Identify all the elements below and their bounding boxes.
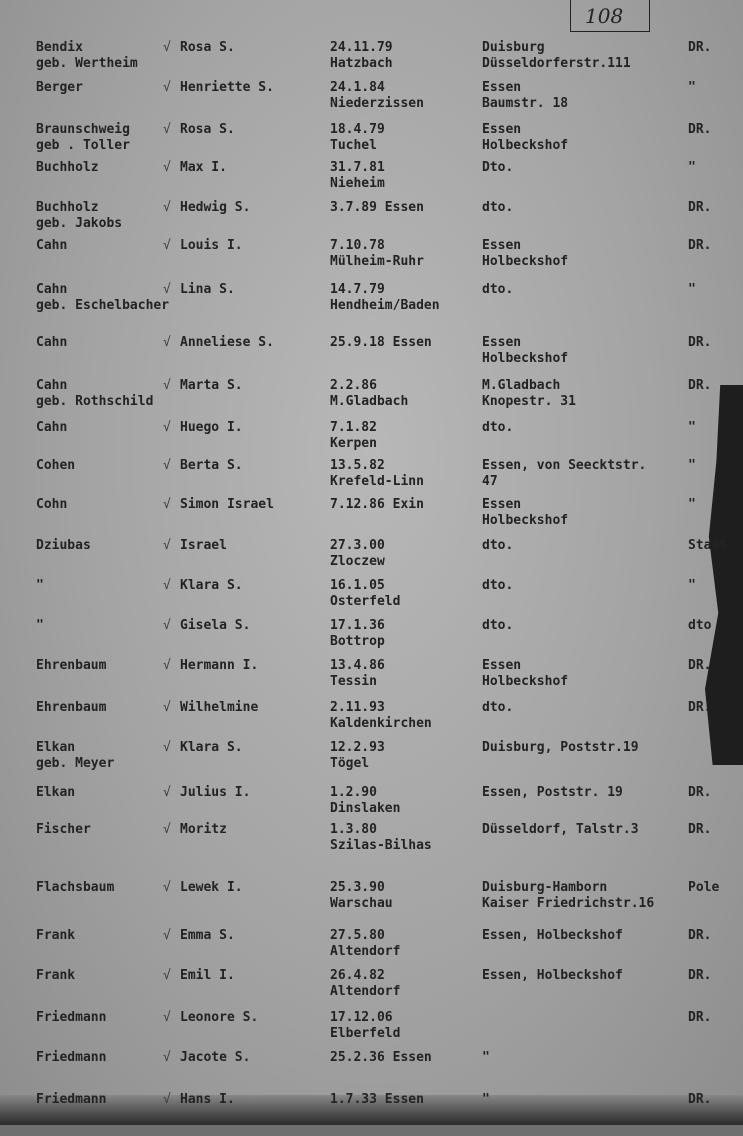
checkmark-icon: √ <box>163 740 171 755</box>
birth-date: 7.12.86 Exin <box>330 497 424 512</box>
birth-place: Niederzissen <box>330 96 424 111</box>
address: Duisburg-Hamborn <box>482 880 608 895</box>
table-row <box>0 1092 743 1136</box>
birth-place: Mülheim-Ruhr <box>330 254 424 269</box>
birth-date: 24.11.79 <box>330 40 393 55</box>
birth-place: Krefeld-Linn <box>330 474 424 489</box>
surname: " <box>36 578 44 593</box>
birth-date: 3.7.89 Essen <box>330 200 424 215</box>
maiden-name: geb. Meyer <box>36 756 115 771</box>
checkmark-icon: √ <box>163 238 171 253</box>
birth-place: Nieheim <box>330 176 385 191</box>
given-name: Wilhelmine <box>180 700 259 715</box>
given-name: Rosa S. <box>180 122 235 137</box>
given-name: Emma S. <box>180 928 235 943</box>
checkmark-icon: √ <box>163 700 171 715</box>
checkmark-icon: √ <box>163 200 171 215</box>
status-note: " <box>688 80 696 95</box>
surname: Buchholz <box>36 200 99 215</box>
table-row <box>0 538 743 582</box>
table-row <box>0 578 743 622</box>
given-name: Leonore S. <box>180 1010 259 1025</box>
status-note: DR. <box>688 785 712 800</box>
checkmark-icon: √ <box>163 785 171 800</box>
birth-date: 2.2.86 <box>330 378 377 393</box>
birth-place: Tessin <box>330 674 377 689</box>
status-note: dto <box>688 618 712 633</box>
birth-place: Bottrop <box>330 634 385 649</box>
maiden-name: geb. Rothschild <box>36 394 154 409</box>
table-row <box>0 282 743 326</box>
birth-date: 7.1.82 <box>330 420 377 435</box>
birth-date: 27.5.80 <box>330 928 385 943</box>
birth-date: 2.11.93 <box>330 700 385 715</box>
address: Essen <box>482 80 522 95</box>
birth-date: 24.1.84 <box>330 80 385 95</box>
birth-date: 1.3.80 <box>330 822 377 837</box>
birth-date: 31.7.81 <box>330 160 385 175</box>
birth-date: 25.2.36 Essen <box>330 1050 432 1065</box>
given-name: Julius I. <box>180 785 251 800</box>
address-line-2: Holbeckshof <box>482 513 569 528</box>
birth-place: Hatzbach <box>330 56 393 71</box>
birth-date: 26.4.82 <box>330 968 385 983</box>
birth-date: 17.1.36 <box>330 618 385 633</box>
surname: Cohen <box>36 458 76 473</box>
surname: Elkan <box>36 785 76 800</box>
given-name: Hedwig S. <box>180 200 251 215</box>
address: " <box>482 1092 490 1107</box>
surname: Friedmann <box>36 1092 107 1107</box>
birth-place: Osterfeld <box>330 594 401 609</box>
address: " <box>482 1050 490 1065</box>
address: Essen <box>482 238 522 253</box>
address: Essen <box>482 122 522 137</box>
status-note: " <box>688 458 696 473</box>
birth-place: Elberfeld <box>330 1026 401 1041</box>
status-note: DR. <box>688 40 712 55</box>
address-line-2: 47 <box>482 474 498 489</box>
status-note: Staat <box>688 538 728 553</box>
checkmark-icon: √ <box>163 1010 171 1025</box>
given-name: Lewek I. <box>180 880 243 895</box>
birth-date: 18.4.79 <box>330 122 385 137</box>
birth-place: Kerpen <box>330 436 377 451</box>
birth-place: Tuchel <box>330 138 377 153</box>
surname: Flachsbaum <box>36 880 115 895</box>
table-row <box>0 658 743 702</box>
table-row <box>0 928 743 972</box>
status-note: " <box>688 497 696 512</box>
status-note: DR. <box>688 200 712 215</box>
checkmark-icon: √ <box>163 578 171 593</box>
maiden-name: geb. Jakobs <box>36 216 123 231</box>
checkmark-icon: √ <box>163 928 171 943</box>
table-row <box>0 378 743 422</box>
checkmark-icon: √ <box>163 458 171 473</box>
address-line-2: Holbeckshof <box>482 254 569 269</box>
address-line-2: Holbeckshof <box>482 138 569 153</box>
checkmark-icon: √ <box>163 40 171 55</box>
table-row <box>0 880 743 924</box>
checkmark-icon: √ <box>163 282 171 297</box>
given-name: Hermann I. <box>180 658 259 673</box>
status-note: Pole <box>688 880 720 895</box>
address: M.Gladbach <box>482 378 561 393</box>
birth-date: 12.2.93 <box>330 740 385 755</box>
status-note: DR. <box>688 822 712 837</box>
given-name: Henriette S. <box>180 80 274 95</box>
page-number: 108 <box>585 4 624 28</box>
surname: Cohn <box>36 497 68 512</box>
checkmark-icon: √ <box>163 658 171 673</box>
surname: Cahn <box>36 238 68 253</box>
status-note: DR. <box>688 1092 712 1107</box>
status-note: DR. <box>688 658 712 673</box>
address: Essen <box>482 335 522 350</box>
birth-date: 1.2.90 <box>330 785 377 800</box>
birth-place: Dinslaken <box>330 801 401 816</box>
address: Duisburg <box>482 40 545 55</box>
birth-date: 13.4.86 <box>330 658 385 673</box>
checkmark-icon: √ <box>163 160 171 175</box>
status-note: DR. <box>688 700 712 715</box>
status-note: " <box>688 282 696 297</box>
given-name: Emil I. <box>180 968 235 983</box>
birth-place: Hendheim/Baden <box>330 298 440 313</box>
maiden-name: geb. Eschelbacher <box>36 298 170 313</box>
surname: Ehrenbaum <box>36 658 107 673</box>
status-note: DR. <box>688 1010 712 1025</box>
address: dto. <box>482 200 514 215</box>
given-name: Gisela S. <box>180 618 251 633</box>
birth-place: M.Gladbach <box>330 394 409 409</box>
surname: Fischer <box>36 822 91 837</box>
address: Düsseldorf, Talstr.3 <box>482 822 639 837</box>
checkmark-icon: √ <box>163 80 171 95</box>
surname: Elkan <box>36 740 76 755</box>
address-line-2: Holbeckshof <box>482 351 569 366</box>
address: dto. <box>482 538 514 553</box>
status-note: DR. <box>688 378 712 393</box>
address-line-2: Holbeckshof <box>482 674 569 689</box>
given-name: Simon Israel <box>180 497 274 512</box>
table-row <box>0 335 743 379</box>
checkmark-icon: √ <box>163 420 171 435</box>
table-row <box>0 968 743 1012</box>
status-note: DR. <box>688 238 712 253</box>
surname: Friedmann <box>36 1010 107 1025</box>
status-note: " <box>688 160 696 175</box>
given-name: Max I. <box>180 160 227 175</box>
surname: Friedmann <box>36 1050 107 1065</box>
address: Essen <box>482 658 522 673</box>
surname: Buchholz <box>36 160 99 175</box>
birth-place: Zloczew <box>330 554 385 569</box>
table-row <box>0 740 743 784</box>
address: Duisburg, Poststr.19 <box>482 740 639 755</box>
checkmark-icon: √ <box>163 122 171 137</box>
birth-date: 14.7.79 <box>330 282 385 297</box>
table-row <box>0 160 743 204</box>
surname: Braunschweig <box>36 122 130 137</box>
table-row <box>0 1010 743 1054</box>
address: Essen <box>482 497 522 512</box>
surname: Cahn <box>36 335 68 350</box>
checkmark-icon: √ <box>163 618 171 633</box>
given-name: Lina S. <box>180 282 235 297</box>
table-row <box>0 497 743 541</box>
surname: Dziubas <box>36 538 91 553</box>
given-name: Hans I. <box>180 1092 235 1107</box>
checkmark-icon: √ <box>163 1092 171 1107</box>
given-name: Jacote S. <box>180 1050 251 1065</box>
given-name: Marta S. <box>180 378 243 393</box>
given-name: Israel <box>180 538 227 553</box>
table-row <box>0 618 743 662</box>
surname: Frank <box>36 968 76 983</box>
surname: Frank <box>36 928 76 943</box>
surname: Cahn <box>36 420 68 435</box>
surname: Berger <box>36 80 83 95</box>
address-line-2: Knopestr. 31 <box>482 394 576 409</box>
surname: " <box>36 618 44 633</box>
birth-place: Tögel <box>330 756 370 771</box>
checkmark-icon: √ <box>163 880 171 895</box>
given-name: Berta S. <box>180 458 243 473</box>
address: Essen, Holbeckshof <box>482 968 623 983</box>
table-row <box>0 700 743 744</box>
given-name: Huego I. <box>180 420 243 435</box>
address: Essen, Poststr. 19 <box>482 785 623 800</box>
status-note: " <box>688 578 696 593</box>
surname: Ehrenbaum <box>36 700 107 715</box>
given-name: Moritz <box>180 822 227 837</box>
table-row <box>0 238 743 282</box>
checkmark-icon: √ <box>163 335 171 350</box>
given-name: Louis I. <box>180 238 243 253</box>
birth-date: 25.9.18 Essen <box>330 335 432 350</box>
address-line-2: Düsseldorferstr.111 <box>482 56 631 71</box>
given-name: Klara S. <box>180 740 243 755</box>
table-row <box>0 822 743 866</box>
birth-date: 13.5.82 <box>330 458 385 473</box>
given-name: Rosa S. <box>180 40 235 55</box>
status-note: DR. <box>688 968 712 983</box>
birth-date: 17.12.06 <box>330 1010 393 1025</box>
birth-place: Altendorf <box>330 984 401 999</box>
status-note: DR. <box>688 928 712 943</box>
table-row <box>0 458 743 502</box>
checkmark-icon: √ <box>163 538 171 553</box>
birth-place: Kaldenkirchen <box>330 716 432 731</box>
surname: Cahn <box>36 282 68 297</box>
checkmark-icon: √ <box>163 497 171 512</box>
address: dto. <box>482 700 514 715</box>
checkmark-icon: √ <box>163 1050 171 1065</box>
birth-date: 1.7.33 Essen <box>330 1092 424 1107</box>
status-note: " <box>688 420 696 435</box>
table-row <box>0 1050 743 1094</box>
table-row <box>0 40 743 84</box>
address: Essen, Holbeckshof <box>482 928 623 943</box>
given-name: Anneliese S. <box>180 335 274 350</box>
maiden-name: geb. Wertheim <box>36 56 138 71</box>
birth-place: Szilas-Bilhas <box>330 838 432 853</box>
birth-date: 27.3.00 <box>330 538 385 553</box>
birth-date: 16.1.05 <box>330 578 385 593</box>
address-line-2: Kaiser Friedrichstr.16 <box>482 896 655 911</box>
address: dto. <box>482 420 514 435</box>
birth-date: 7.10.78 <box>330 238 385 253</box>
address: Dto. <box>482 160 514 175</box>
surname: Cahn <box>36 378 68 393</box>
maiden-name: geb . Toller <box>36 138 130 153</box>
checkmark-icon: √ <box>163 378 171 393</box>
birth-date: 25.3.90 <box>330 880 385 895</box>
birth-place: Warschau <box>330 896 393 911</box>
address: dto. <box>482 282 514 297</box>
address: dto. <box>482 618 514 633</box>
given-name: Klara S. <box>180 578 243 593</box>
address: Essen, von Seecktstr. <box>482 458 647 473</box>
table-row <box>0 80 743 124</box>
birth-place: Altendorf <box>330 944 401 959</box>
checkmark-icon: √ <box>163 822 171 837</box>
address-line-2: Baumstr. 18 <box>482 96 569 111</box>
address: dto. <box>482 578 514 593</box>
checkmark-icon: √ <box>163 968 171 983</box>
status-note: DR. <box>688 335 712 350</box>
surname: Bendix <box>36 40 83 55</box>
status-note: DR. <box>688 122 712 137</box>
